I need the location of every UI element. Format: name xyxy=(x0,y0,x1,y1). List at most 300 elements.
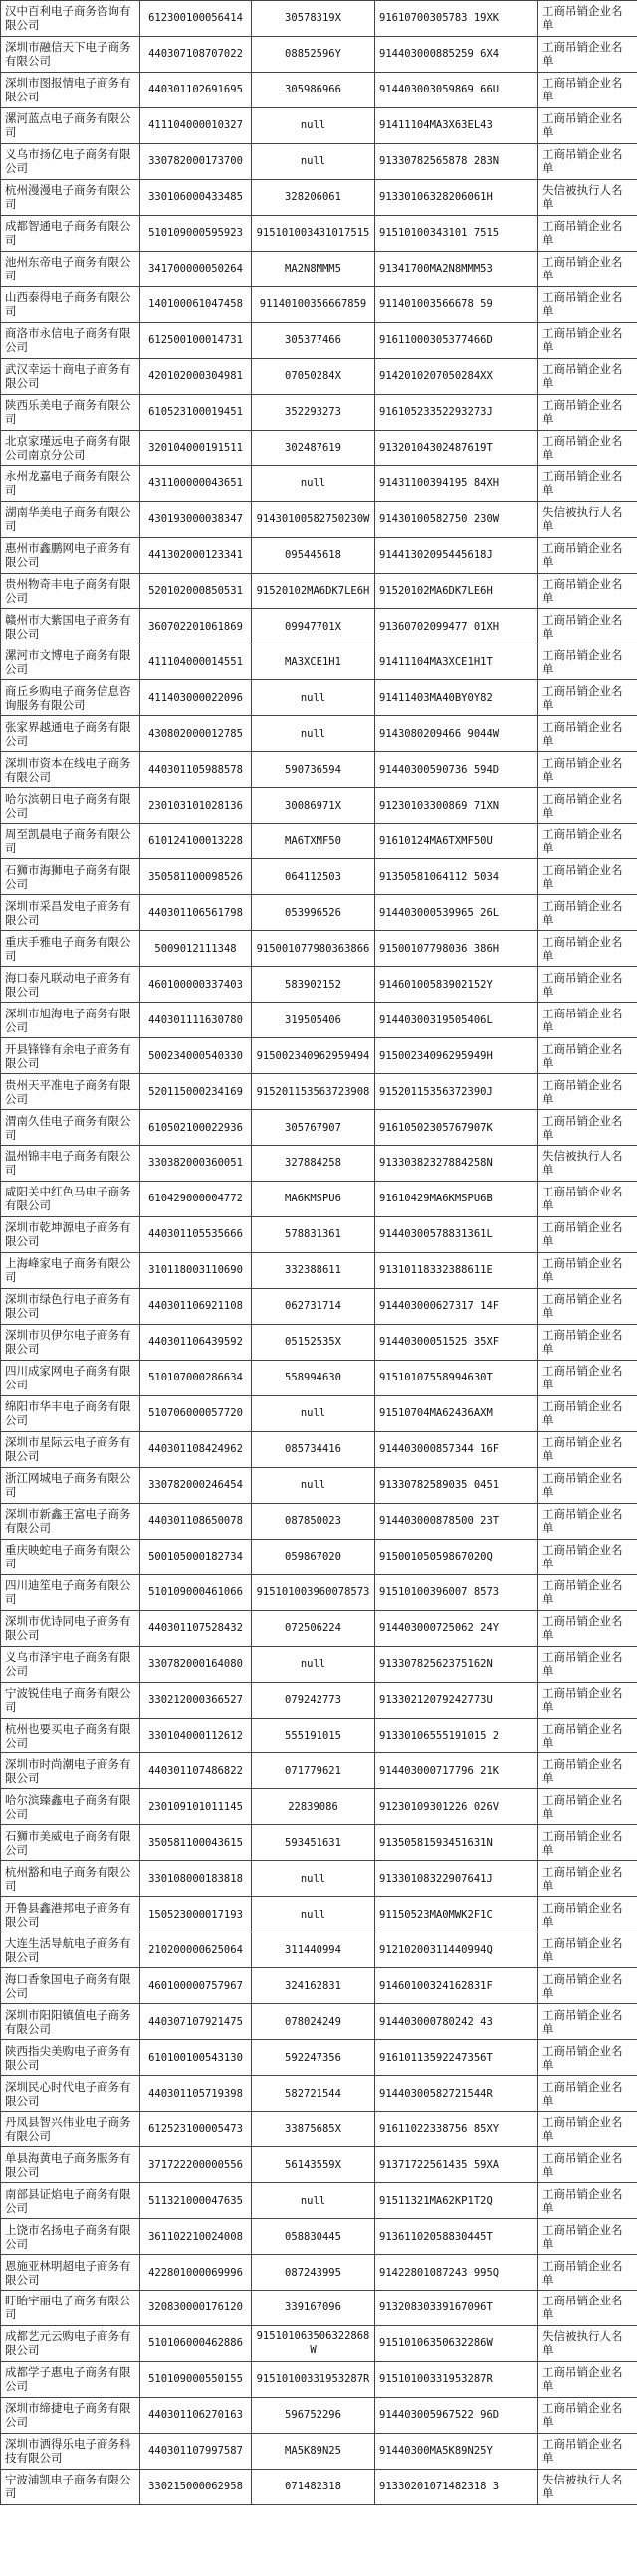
credit-code-cell: 914403000885259 6X4 xyxy=(375,36,538,72)
credit-code-cell: 91330782562375162N xyxy=(375,1646,538,1682)
org-code-cell: 915101003431017515 xyxy=(252,215,375,251)
credit-code-cell: 91320830339167096T xyxy=(375,2291,538,2326)
company-name-cell: 张家界越通电子商务有限公司 xyxy=(1,716,140,752)
org-code-cell: 91510100331953287R xyxy=(252,2361,375,2397)
company-name-cell: 成都学子惠电子商务有限公司 xyxy=(1,2361,140,2397)
list-type-cell: 工商吊销企业名单 xyxy=(538,1467,637,1503)
org-code-cell: 30086971X xyxy=(252,788,375,824)
org-code-cell: 085734416 xyxy=(252,1431,375,1467)
table-row xyxy=(1,36,637,72)
credit-code-cell: 91150523MA0MWK2F1C xyxy=(375,1897,538,1932)
table-row xyxy=(1,501,637,537)
list-type-cell: 工商吊销企业名单 xyxy=(538,609,637,644)
org-code-cell: 059867020 xyxy=(252,1539,375,1574)
org-code-cell: 058830445 xyxy=(252,2219,375,2255)
registration-number-cell: 441302000123341 xyxy=(140,537,252,573)
list-type-cell: 工商吊销企业名单 xyxy=(538,1431,637,1467)
org-code-cell: 22839086 xyxy=(252,1789,375,1825)
registration-number-cell: 610429000004772 xyxy=(140,1181,252,1216)
credit-code-cell: 91310118332388611E xyxy=(375,1252,538,1288)
list-type-cell: 工商吊销企业名单 xyxy=(538,895,637,931)
list-type-cell: 工商吊销企业名单 xyxy=(538,251,637,286)
credit-code-cell: 91320104302487619T xyxy=(375,430,538,465)
registration-number-cell: 430193000038347 xyxy=(140,501,252,537)
table-row xyxy=(1,1825,637,1861)
table-row xyxy=(1,2255,637,2291)
table-row xyxy=(1,1360,637,1395)
table-row xyxy=(1,107,637,143)
list-type-cell: 工商吊销企业名单 xyxy=(538,2183,637,2219)
credit-code-cell: 91330106328206061H xyxy=(375,179,538,215)
credit-code-cell: 91411104MA3XCE1H1T xyxy=(375,644,538,680)
credit-code-cell: 91510100343101 7515 xyxy=(375,215,538,251)
company-name-cell: 重庆映蛇电子商务有限公司 xyxy=(1,1539,140,1574)
credit-code-cell: 91330201071482318 3 xyxy=(375,2469,538,2504)
credit-code-cell: 91330108322907641J xyxy=(375,1861,538,1897)
company-name-cell: 温州锦丰电子商务有限公司 xyxy=(1,1146,140,1182)
list-type-cell: 工商吊销企业名单 xyxy=(538,1539,637,1574)
table-row xyxy=(1,394,637,430)
org-code-cell: 053996526 xyxy=(252,895,375,931)
org-code-cell: 91430100582750230W xyxy=(252,501,375,537)
table-row xyxy=(1,2040,637,2076)
credit-code-cell: 914403000627317 14F xyxy=(375,1288,538,1324)
list-type-cell: 工商吊销企业名单 xyxy=(538,2433,637,2469)
company-name-cell: 四川成家网电子商务有限公司 xyxy=(1,1360,140,1395)
company-name-cell: 石狮市海狮电子商务有限公司 xyxy=(1,859,140,895)
company-name-cell: 深圳市阳阳镇值电子商务有限公司 xyxy=(1,2004,140,2040)
company-name-cell: 上海峰家电子商务有限公司 xyxy=(1,1252,140,1288)
registration-number-cell: 330104000112612 xyxy=(140,1718,252,1753)
list-type-cell: 工商吊销企业名单 xyxy=(538,2219,637,2255)
table-row xyxy=(1,2325,637,2361)
table-row xyxy=(1,859,637,895)
table-row xyxy=(1,752,637,788)
org-code-cell: 915002340962959494 xyxy=(252,1038,375,1074)
org-code-cell: 087850023 xyxy=(252,1503,375,1539)
credit-code-cell: 91440300582721544R xyxy=(375,2076,538,2112)
company-name-cell: 杭州豁和电子商务有限公司 xyxy=(1,1861,140,1897)
credit-code-cell: 91510100331953287R xyxy=(375,2361,538,2397)
list-type-cell: 工商吊销企业名单 xyxy=(538,931,637,967)
org-code-cell: null xyxy=(252,107,375,143)
company-name-cell: 单县海黄电子商务服务有限公司 xyxy=(1,2147,140,2183)
table-row xyxy=(1,2112,637,2147)
company-name-cell: 南部县证焰电子商务有限公司 xyxy=(1,2183,140,2219)
org-code-cell: 311440994 xyxy=(252,1932,375,1968)
table-row xyxy=(1,465,637,501)
table-row xyxy=(1,1395,637,1431)
org-code-cell: 305377466 xyxy=(252,322,375,358)
org-code-cell: null xyxy=(252,1646,375,1682)
list-type-cell: 工商吊销企业名单 xyxy=(538,1181,637,1216)
company-name-cell: 深圳市旭海电子商务有限公司 xyxy=(1,1003,140,1038)
registration-number-cell: 330108000183818 xyxy=(140,1861,252,1897)
credit-code-cell: 9142010207050284XX xyxy=(375,358,538,394)
registration-number-cell: 411403000022096 xyxy=(140,680,252,716)
credit-code-cell: 91520102MA6DK7LE6H xyxy=(375,573,538,609)
list-type-cell: 工商吊销企业名单 xyxy=(538,573,637,609)
company-name-cell: 义乌市扬亿电子商务有限公司 xyxy=(1,143,140,179)
org-code-cell: MA6TXMF50 xyxy=(252,824,375,859)
table-row xyxy=(1,2076,637,2112)
registration-number-cell: 440301106439592 xyxy=(140,1324,252,1360)
org-code-cell: MA3XCE1H1 xyxy=(252,644,375,680)
company-name-cell: 深圳市贝伊尔电子商务有限公司 xyxy=(1,1324,140,1360)
company-name-cell: 汉中百利电子商务咨询有限公司 xyxy=(1,1,140,37)
table-row xyxy=(1,430,637,465)
org-code-cell: 915201153563723908 xyxy=(252,1074,375,1110)
registration-number-cell: 511321000047635 xyxy=(140,2183,252,2219)
company-name-cell: 陕西乐美电子商务有限公司 xyxy=(1,394,140,430)
registration-number-cell: 440301106561798 xyxy=(140,895,252,931)
table-row xyxy=(1,1682,637,1718)
credit-code-cell: 91411403MA40BY0Y82 xyxy=(375,680,538,716)
company-name-cell: 池州东帝电子商务有限公司 xyxy=(1,251,140,286)
credit-code-cell: 91510100396007 8573 xyxy=(375,1574,538,1610)
org-code-cell: 095445618 xyxy=(252,537,375,573)
company-name-cell: 深圳市优诗同电子商务有限公司 xyxy=(1,1610,140,1646)
credit-code-cell: 914403003059869 66U xyxy=(375,72,538,107)
registration-number-cell: 422801000069996 xyxy=(140,2255,252,2291)
table-row xyxy=(1,1074,637,1110)
table-row xyxy=(1,1288,637,1324)
org-code-cell: 062731714 xyxy=(252,1288,375,1324)
credit-code-cell: 91440300319505406L xyxy=(375,1003,538,1038)
registration-number-cell: 440307108707022 xyxy=(140,36,252,72)
company-name-cell: 惠州市鑫鹏网电子商务有限公司 xyxy=(1,537,140,573)
credit-code-cell: 91210200311440994Q xyxy=(375,1932,538,1968)
list-type-cell: 工商吊销企业名单 xyxy=(538,1932,637,1968)
credit-code-cell: 91341700MA2N8MMM53 xyxy=(375,251,538,286)
credit-code-cell: 91511321MA62KP1T2Q xyxy=(375,2183,538,2219)
table-row xyxy=(1,644,637,680)
credit-code-cell: 91422801087243 995Q xyxy=(375,2255,538,2291)
credit-code-cell: 91440300590736 594D xyxy=(375,752,538,788)
org-code-cell: null xyxy=(252,465,375,501)
list-type-cell: 工商吊销企业名单 xyxy=(538,2361,637,2397)
table-row xyxy=(1,967,637,1003)
list-type-cell: 工商吊销企业名单 xyxy=(538,1,637,37)
table-row xyxy=(1,2004,637,2040)
table-row xyxy=(1,1646,637,1682)
registration-number-cell: 411104000010327 xyxy=(140,107,252,143)
registration-number-cell: 360702201061869 xyxy=(140,609,252,644)
registration-number-cell: 612300100056414 xyxy=(140,1,252,37)
list-type-cell: 失信被执行人名单 xyxy=(538,2469,637,2504)
list-type-cell: 工商吊销企业名单 xyxy=(538,322,637,358)
company-name-cell: 开鲁县鑫港邦电子商务有限公司 xyxy=(1,1897,140,1932)
table-row xyxy=(1,1431,637,1467)
org-code-cell: 91520102MA6DK7LE6H xyxy=(252,573,375,609)
list-type-cell: 工商吊销企业名单 xyxy=(538,788,637,824)
list-type-cell: 工商吊销企业名单 xyxy=(538,1610,637,1646)
table-row xyxy=(1,2219,637,2255)
registration-number-cell: 330782000173700 xyxy=(140,143,252,179)
registration-number-cell: 510109000461066 xyxy=(140,1574,252,1610)
company-name-cell: 宁波浦凯电子商务有限公司 xyxy=(1,2469,140,2504)
table-row xyxy=(1,179,637,215)
list-type-cell: 工商吊销企业名单 xyxy=(538,2076,637,2112)
org-code-cell: null xyxy=(252,1395,375,1431)
credit-code-cell: 91500107798036 386H xyxy=(375,931,538,967)
company-name-cell: 杭州也要买电子商务有限公司 xyxy=(1,1718,140,1753)
table-row xyxy=(1,2361,637,2397)
list-type-cell: 工商吊销企业名单 xyxy=(538,1897,637,1932)
company-name-cell: 宁波锐佳电子商务有限公司 xyxy=(1,1682,140,1718)
org-code-cell: 583902152 xyxy=(252,967,375,1003)
list-type-cell: 工商吊销企业名单 xyxy=(538,36,637,72)
list-type-cell: 工商吊销企业名单 xyxy=(538,752,637,788)
registration-number-cell: 330782000164080 xyxy=(140,1646,252,1682)
org-code-cell: 592247356 xyxy=(252,2040,375,2076)
registration-number-cell: 371722200000556 xyxy=(140,2147,252,2183)
org-code-cell: 339167096 xyxy=(252,2291,375,2326)
table-row xyxy=(1,215,637,251)
org-code-cell: 079242773 xyxy=(252,1682,375,1718)
table-row xyxy=(1,1574,637,1610)
company-name-cell: 浙江网城电子商务有限公司 xyxy=(1,1467,140,1503)
registration-number-cell: 440301105719398 xyxy=(140,2076,252,2112)
org-code-cell: 071779621 xyxy=(252,1753,375,1789)
org-code-cell: 328206061 xyxy=(252,179,375,215)
org-code-cell: null xyxy=(252,1467,375,1503)
list-type-cell: 工商吊销企业名单 xyxy=(538,1110,637,1146)
credit-code-cell: 9143080209466 9044W xyxy=(375,716,538,752)
table-row xyxy=(1,358,637,394)
company-name-cell: 重庆手雅电子商务有限公司 xyxy=(1,931,140,967)
list-type-cell: 工商吊销企业名单 xyxy=(538,215,637,251)
list-type-cell: 工商吊销企业名单 xyxy=(538,1825,637,1861)
credit-code-cell: 91440300051525 35XF xyxy=(375,1324,538,1360)
list-type-cell: 工商吊销企业名单 xyxy=(538,1288,637,1324)
credit-code-cell: 91500105059867020Q xyxy=(375,1539,538,1574)
registration-number-cell: 230103101028136 xyxy=(140,788,252,824)
org-code-cell: 08852596Y xyxy=(252,36,375,72)
org-code-cell: 05152535X xyxy=(252,1324,375,1360)
list-type-cell: 工商吊销企业名单 xyxy=(538,537,637,573)
credit-code-cell: 91610523352293273J xyxy=(375,394,538,430)
org-code-cell: 352293273 xyxy=(252,394,375,430)
company-name-cell: 渭南久佳电子商务有限公司 xyxy=(1,1110,140,1146)
company-name-cell: 海口泰凡联动电子商务有限公司 xyxy=(1,967,140,1003)
company-name-cell: 恩施亚林明超电子商务有限公司 xyxy=(1,2255,140,2291)
registration-number-cell: 150523000017193 xyxy=(140,1897,252,1932)
credit-code-cell: 91510107558994630T xyxy=(375,1360,538,1395)
table-row xyxy=(1,1610,637,1646)
list-type-cell: 失信被执行人名单 xyxy=(538,501,637,537)
credit-code-cell: 91460100324162831F xyxy=(375,1968,538,2004)
company-name-cell: 武汉幸运十商电子商务有限公司 xyxy=(1,358,140,394)
credit-code-cell: 91500234096295949H xyxy=(375,1038,538,1074)
registration-number-cell: 440301102691695 xyxy=(140,72,252,107)
registration-number-cell: 510107000286634 xyxy=(140,1360,252,1395)
list-type-cell: 工商吊销企业名单 xyxy=(538,1038,637,1074)
org-code-cell: 302487619 xyxy=(252,430,375,465)
registration-number-cell: 610100100543130 xyxy=(140,2040,252,2076)
org-code-cell: 09947701X xyxy=(252,609,375,644)
registration-number-cell: 610124100013228 xyxy=(140,824,252,859)
org-code-cell: 56143559X xyxy=(252,2147,375,2183)
org-code-cell: 91140100356667859 xyxy=(252,286,375,322)
registration-number-cell: 430802000012785 xyxy=(140,716,252,752)
list-type-cell: 工商吊销企业名单 xyxy=(538,1861,637,1897)
org-code-cell: 558994630 xyxy=(252,1360,375,1395)
table-row xyxy=(1,2469,637,2504)
table-row xyxy=(1,1861,637,1897)
table-row xyxy=(1,286,637,322)
credit-code-cell: 91431100394195 84XH xyxy=(375,465,538,501)
credit-code-cell: 91330382327884258N xyxy=(375,1146,538,1182)
table-row xyxy=(1,251,637,286)
org-code-cell: 596752296 xyxy=(252,2397,375,2433)
list-type-cell: 工商吊销企业名单 xyxy=(538,1968,637,2004)
credit-code-cell: 91330782565878 283N xyxy=(375,143,538,179)
company-name-cell: 杭州漫漫电子商务有限公司 xyxy=(1,179,140,215)
credit-code-cell: 91520115356372390J xyxy=(375,1074,538,1110)
company-name-cell: 永州龙嘉电子商务有限公司 xyxy=(1,465,140,501)
list-type-cell: 失信被执行人名单 xyxy=(538,1146,637,1182)
company-name-cell: 盱眙宇丽电子商务有限公司 xyxy=(1,2291,140,2326)
registration-number-cell: 350581100098526 xyxy=(140,859,252,895)
company-name-cell: 深圳市资本在线电子商务有限公司 xyxy=(1,752,140,788)
registration-number-cell: 411104000014551 xyxy=(140,644,252,680)
registration-number-cell: 612523100005473 xyxy=(140,2112,252,2147)
credit-code-cell: 91371722561435 59XA xyxy=(375,2147,538,2183)
credit-code-cell: 91360702099477 01XH xyxy=(375,609,538,644)
org-code-cell: 071482318 xyxy=(252,2469,375,2504)
table-row xyxy=(1,1897,637,1932)
registration-number-cell: 330106000433485 xyxy=(140,179,252,215)
table-row xyxy=(1,537,637,573)
company-name-cell: 陕西指尖美购电子商务有限公司 xyxy=(1,2040,140,2076)
list-type-cell: 工商吊销企业名单 xyxy=(538,1003,637,1038)
list-type-cell: 工商吊销企业名单 xyxy=(538,394,637,430)
org-code-cell: 578831361 xyxy=(252,1216,375,1252)
registration-number-cell: 431100000043651 xyxy=(140,465,252,501)
registration-number-cell: 361102210024008 xyxy=(140,2219,252,2255)
credit-code-cell: 914403000780242 43 xyxy=(375,2004,538,2040)
credit-code-cell: 91350581064112 5034 xyxy=(375,859,538,895)
credit-code-cell: 914403000539965 26L xyxy=(375,895,538,931)
company-name-cell: 深圳市乾坤源电子商务有限公司 xyxy=(1,1216,140,1252)
registration-number-cell: 140100061047458 xyxy=(140,286,252,322)
list-type-cell: 工商吊销企业名单 xyxy=(538,1574,637,1610)
org-code-cell: 087243995 xyxy=(252,2255,375,2291)
company-name-cell: 深圳市时尚潮电子商务有限公司 xyxy=(1,1753,140,1789)
table-row xyxy=(1,895,637,931)
registration-number-cell: 440301108650078 xyxy=(140,1503,252,1539)
registration-number-cell: 440301106921108 xyxy=(140,1288,252,1324)
company-name-cell: 四川迪笙电子商务有限公司 xyxy=(1,1574,140,1610)
credit-code-cell: 914403000878500 23T xyxy=(375,1503,538,1539)
list-type-cell: 失信被执行人名单 xyxy=(538,179,637,215)
table-row xyxy=(1,573,637,609)
registration-number-cell: 440301108424962 xyxy=(140,1431,252,1467)
credit-code-cell: 91610124MA6TXMF50U xyxy=(375,824,538,859)
list-type-cell: 工商吊销企业名单 xyxy=(538,2040,637,2076)
org-code-cell: 915101063506322868W xyxy=(252,2325,375,2361)
credit-code-cell: 91610700305783 19XK xyxy=(375,1,538,37)
registration-number-cell: 610523100019451 xyxy=(140,394,252,430)
table-row xyxy=(1,788,637,824)
credit-code-cell: 91510704MA62436AXM xyxy=(375,1395,538,1431)
org-code-cell: 915001077980363866 xyxy=(252,931,375,967)
company-name-cell: 石狮市美威电子商务有限公司 xyxy=(1,1825,140,1861)
company-name-cell: 漯河蓝点电子商务有限公司 xyxy=(1,107,140,143)
list-type-cell: 失信被执行人名单 xyxy=(538,2325,637,2361)
company-name-cell: 漯河市文博电子商务有限公司 xyxy=(1,644,140,680)
registration-number-cell: 5009012111348 xyxy=(140,931,252,967)
registration-number-cell: 330215000062958 xyxy=(140,2469,252,2504)
table-row xyxy=(1,1539,637,1574)
org-code-cell: MA6KMSPU6 xyxy=(252,1181,375,1216)
table-row xyxy=(1,1324,637,1360)
org-code-cell: 072506224 xyxy=(252,1610,375,1646)
credit-code-cell: 91230103300869 71XN xyxy=(375,788,538,824)
company-name-cell: 绵阳市华丰电子商务有限公司 xyxy=(1,1395,140,1431)
registration-number-cell: 440301106270163 xyxy=(140,2397,252,2433)
table-body xyxy=(1,1,637,2505)
credit-code-cell: 91230109301226 026V xyxy=(375,1789,538,1825)
registration-number-cell: 350581100043615 xyxy=(140,1825,252,1861)
company-name-cell: 深圳市洒得乐电子商务科技有限公司 xyxy=(1,2433,140,2469)
table-row xyxy=(1,1789,637,1825)
registration-number-cell: 460100000337403 xyxy=(140,967,252,1003)
credit-code-cell: 91440300578831361L xyxy=(375,1216,538,1252)
registration-number-cell: 440301107528432 xyxy=(140,1610,252,1646)
registration-number-cell: 510109000595923 xyxy=(140,215,252,251)
list-type-cell: 工商吊销企业名单 xyxy=(538,358,637,394)
company-name-cell: 咸阳关中红色马电子商务有限公司 xyxy=(1,1181,140,1216)
company-name-cell: 开县锋锋有余电子商务有限公司 xyxy=(1,1038,140,1074)
list-type-cell: 工商吊销企业名单 xyxy=(538,72,637,107)
credit-code-cell: 91411104MA3X63EL43 xyxy=(375,107,538,143)
credit-code-cell: 91441302095445618J xyxy=(375,537,538,573)
registration-number-cell: 320830000176120 xyxy=(140,2291,252,2326)
table-row xyxy=(1,931,637,967)
credit-code-cell: 91330782589035 0451 xyxy=(375,1467,538,1503)
company-name-cell: 深圳市新鑫王富电子商务有限公司 xyxy=(1,1503,140,1539)
company-name-cell: 丹凤县智兴伟业电子商务有限公司 xyxy=(1,2112,140,2147)
registration-number-cell: 341700000050264 xyxy=(140,251,252,286)
table-row xyxy=(1,609,637,644)
registration-number-cell: 330782000246454 xyxy=(140,1467,252,1503)
registration-number-cell: 510109000550155 xyxy=(140,2361,252,2397)
registration-number-cell: 440301107486822 xyxy=(140,1753,252,1789)
org-code-cell: 593451631 xyxy=(252,1825,375,1861)
table-row xyxy=(1,1968,637,2004)
company-name-cell: 哈尔滨臻鑫电子商务有限公司 xyxy=(1,1789,140,1825)
table-row xyxy=(1,716,637,752)
company-name-cell: 深圳民心时代电子商务有限公司 xyxy=(1,2076,140,2112)
company-name-cell: 成都艺元云购电子商务有限公司 xyxy=(1,2325,140,2361)
credit-code-cell: 91610429MA6KMSPU6B xyxy=(375,1181,538,1216)
org-code-cell: 327884258 xyxy=(252,1146,375,1182)
org-code-cell: 915101003960078573 xyxy=(252,1574,375,1610)
credit-code-cell: 91510106350632286W xyxy=(375,2325,538,2361)
table-row xyxy=(1,1146,637,1182)
list-type-cell: 工商吊销企业名单 xyxy=(538,2147,637,2183)
table-row xyxy=(1,1,637,37)
list-type-cell: 工商吊销企业名单 xyxy=(538,107,637,143)
table-row xyxy=(1,72,637,107)
list-type-cell: 工商吊销企业名单 xyxy=(538,286,637,322)
org-code-cell: null xyxy=(252,143,375,179)
table-row xyxy=(1,2397,637,2433)
org-code-cell: 078024249 xyxy=(252,2004,375,2040)
table-row xyxy=(1,1252,637,1288)
